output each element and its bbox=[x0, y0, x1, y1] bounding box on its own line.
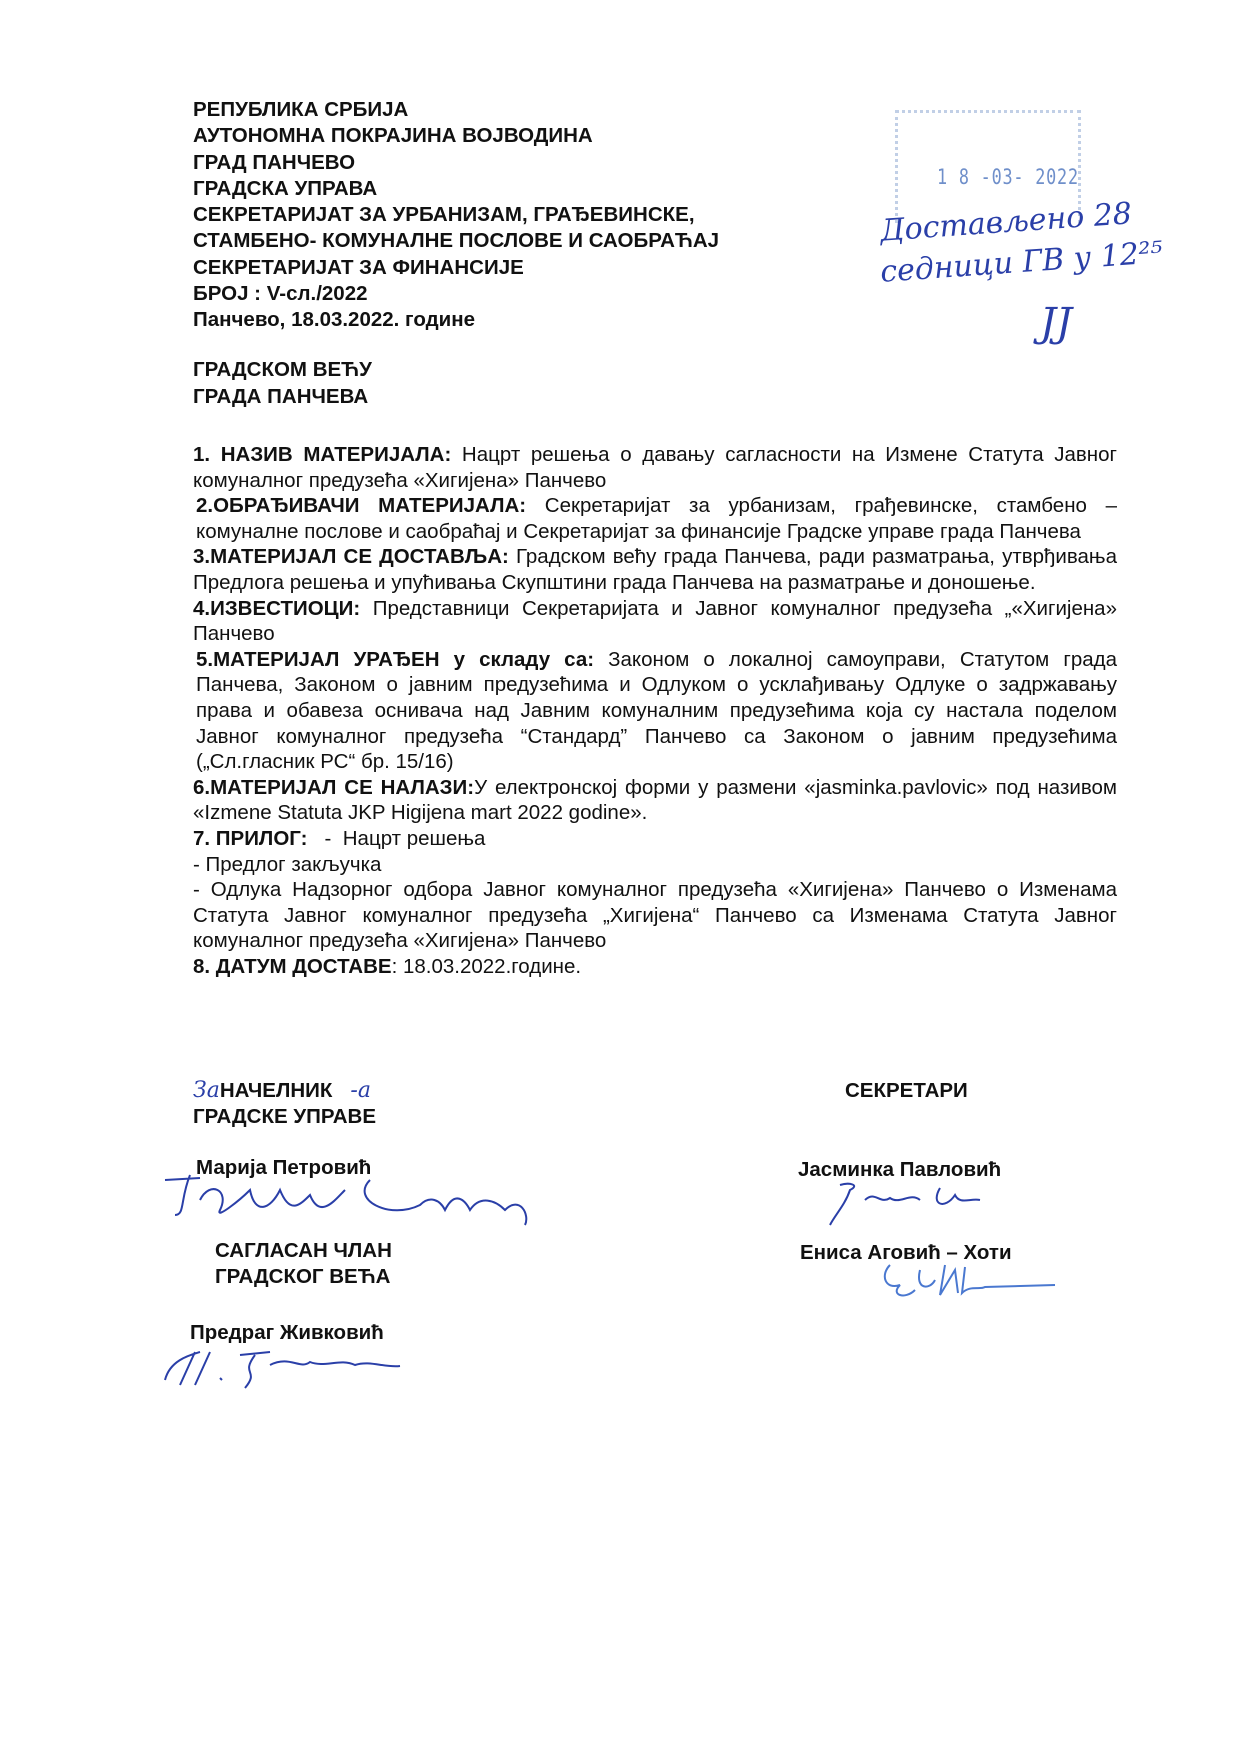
signature-council-member-title bbox=[215, 1238, 392, 1290]
handwritten-note-line-2: седници ГВ у 12²⁵ bbox=[879, 235, 1164, 290]
item-label: 8. ДАТУМ ДОСТАВЕ bbox=[193, 954, 392, 978]
council-title-line-2: ГРАДСКОГ ВЕЋА bbox=[215, 1265, 391, 1288]
handwritten-prefix: За bbox=[193, 1078, 220, 1103]
item-text: Градском већу града Панчева, ради разматрања, утврђивања Предлога решења и упућивања Скупштини града Панчева на разматрање и доношење. bbox=[193, 545, 1117, 594]
item-text: : 18.03.2022.године. bbox=[391, 954, 582, 978]
signer-name-head: Марија Петровић bbox=[196, 1156, 372, 1179]
addressee bbox=[193, 357, 372, 410]
item-text: - Нацрт решења bbox=[307, 826, 486, 850]
item-location bbox=[193, 775, 1117, 826]
item-reporters bbox=[193, 596, 1117, 647]
header-line-republic: РЕПУБЛИКА СРБИЈА bbox=[193, 98, 409, 121]
item-delivered-to bbox=[193, 544, 1117, 595]
document-body bbox=[193, 442, 1117, 979]
header-line-secretariat-urban-2: СТАМБЕНО- КОМУНАЛНЕ ПОСЛОВЕ И САОБРАЋАЈ bbox=[193, 229, 720, 253]
stamp-date: 1 8 -03- 2022 bbox=[937, 165, 1079, 189]
attachment-proposal-conclusion: - Предлог закључка bbox=[193, 852, 382, 876]
signature-scribble-secretary-2 bbox=[870, 1255, 1060, 1305]
addressee-line-2: ГРАДА ПАНЧЕВА bbox=[193, 384, 369, 408]
item-label: 6.МАТЕРИЈАЛ СЕ НАЛАЗИ: bbox=[193, 775, 475, 799]
item-text: Представници Секретаријата и Јавног комуналног предузећа „«Хигијена» Панчево bbox=[193, 596, 1117, 646]
item-material-authors bbox=[193, 493, 1117, 544]
header-line-secretariat-finance: СЕКРЕТАРИЈАТ ЗА ФИНАНСИЈЕ bbox=[193, 255, 524, 279]
document-header bbox=[193, 97, 719, 334]
item-attachments bbox=[193, 826, 1117, 852]
signature-head-title bbox=[193, 1078, 376, 1130]
attachment-supervisory-decision: - Одлука Надзорног одбора Јавног комуналног предузећа «Хигијена» Панчево о Изменама Статута Јавног комуналног предузећа „Хигијена“ Панчево са Изменама Статута Јавног комуналног предузећа «Хигијена» Панчево bbox=[193, 878, 1117, 953]
signature-scribble-head bbox=[160, 1160, 550, 1230]
document-date: Панчево, 18.03.2022. године bbox=[193, 308, 475, 332]
header-line-province: АУТОНОМНА ПОКРАЈИНА ВОЈВОДИНА bbox=[193, 124, 593, 148]
item-label: 5.МАТЕРИЈАЛ УРАЂЕН у складу са: bbox=[196, 647, 595, 671]
header-line-city: ГРАД ПАНЧЕВО bbox=[193, 150, 356, 174]
handwritten-initials: ЈЈ bbox=[1040, 300, 1073, 346]
header-line-secretariat-urban-1: СЕКРЕТАРИЈАТ ЗА УРБАНИЗАМ, ГРАЂЕВИНСКЕ, bbox=[193, 203, 695, 227]
signature-scribble-council-member bbox=[160, 1340, 410, 1390]
item-label: 7. ПРИЛОГ: bbox=[193, 826, 308, 850]
item-material-name bbox=[193, 442, 1117, 493]
document-number: БРОЈ : V-сл./2022 bbox=[193, 282, 368, 306]
signature-secretaries-title: СЕКРЕТАРИ bbox=[845, 1079, 968, 1102]
item-label: 4.ИЗВЕСТИОЦИ: bbox=[193, 596, 361, 620]
council-title-line-1: САГЛАСАН ЧЛАН bbox=[215, 1239, 392, 1262]
item-label: 1. НАЗИВ МАТЕРИЈАЛА: bbox=[193, 443, 452, 466]
item-text: Секретаријат за урбанизам, грађевинске, стамбено – комуналне послове и саобраћај и Секретаријат за финансије Градске управе града Панчева bbox=[196, 494, 1117, 543]
header-line-administration: ГРАДСКА УПРАВА bbox=[193, 176, 378, 200]
item-label: 3.МАТЕРИЈАЛ СЕ ДОСТАВЉА: bbox=[193, 545, 509, 569]
handwritten-note-line-1: Достављено 28 bbox=[879, 196, 1134, 249]
signature-scribble-secretary-1 bbox=[820, 1180, 1000, 1230]
signer-name-secretary-1: Јасминка Павловић bbox=[798, 1158, 1002, 1181]
item-delivery-date bbox=[193, 954, 1117, 980]
item-text: Законом о локалној самоуправи, Статутом града Панчева, Законом о јавним предузећима и Одлуком о усклађивању Одлуке о задржавању права и обавеза оснивача над Јавним комуналним предузећима која су настала поделом Јавног комуналног предузећа “Стандард” Панчево са Законом о јавним предузећима („Сл.гласник РС“ бр. 15/16) bbox=[196, 647, 1117, 774]
item-text: У електронској форми у размени «jasminka.pavlovic» под називом «Izmene Statuta JKP Higijena mart 2022 godine». bbox=[193, 775, 1117, 825]
item-text: Нацрт решења о давању сагласности на Измене Статута Јавног комуналног предузећа «Хигијена» Панчево bbox=[193, 443, 1117, 492]
addressee-line-1: ГРАДСКОМ ВЕЋУ bbox=[193, 358, 372, 381]
signer-name-secretary-2: Ениса Аговић – Хоти bbox=[800, 1241, 1012, 1264]
handwritten-suffix: -а bbox=[350, 1078, 371, 1103]
item-legal-basis bbox=[193, 647, 1117, 775]
head-title-line-2: ГРАДСКЕ УПРАВЕ bbox=[193, 1105, 376, 1128]
item-label: 2.ОБРАЂИВАЧИ МАТЕРИЈАЛА: bbox=[196, 494, 527, 518]
signer-name-council-member: Предраг Живковић bbox=[190, 1321, 384, 1344]
head-title-line-1: НАЧЕЛНИК bbox=[219, 1079, 333, 1102]
